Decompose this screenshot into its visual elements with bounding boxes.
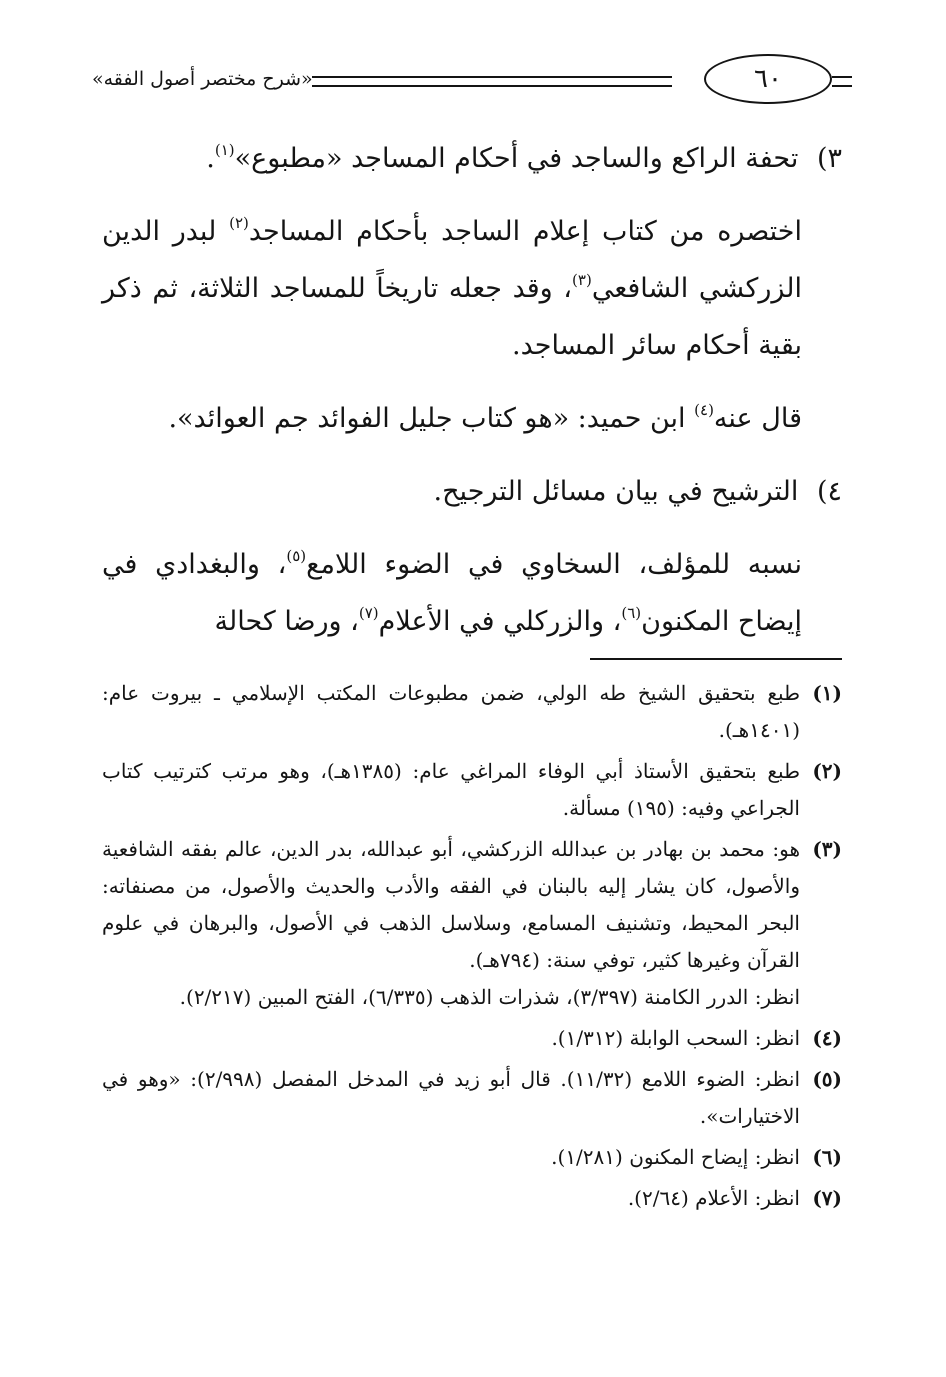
paragraph-1-text-b: لبدر الدين الزركشي الشافعي bbox=[102, 216, 803, 304]
footnote-4 bbox=[102, 1020, 842, 1057]
footnote-number: (٥) bbox=[812, 1067, 842, 1091]
item-4-number: ٤) bbox=[816, 476, 842, 507]
footnote-ref-2[interactable]: (٢) bbox=[229, 214, 249, 232]
header-rule-right bbox=[832, 76, 852, 87]
footnote-text: انظر: الضوء اللامع (١١/٣٢). قال أبو زيد في المدخل المفصل (٢/٩٩٨): «وهو في الاختيارات». bbox=[102, 1067, 800, 1128]
footnote-number: (٤) bbox=[812, 1026, 842, 1050]
paragraph-1-text-a: اختصره من كتاب إعلام الساجد بأحكام المساجد bbox=[248, 216, 802, 247]
item-4-heading bbox=[102, 463, 842, 520]
item-3-title: تحفة الراكع والساجد في أحكام المساجد «مطبوع» bbox=[234, 143, 799, 174]
footnote-sources: انظر: الدرر الكامنة (٣/٣٩٧)، شذرات الذهب (٦/٣٣٥)، الفتح المبين (٢/٢١٧). bbox=[179, 985, 800, 1009]
page-header bbox=[92, 58, 852, 102]
footnote-text: انظر: السحب الوابلة (١/٣١٢). bbox=[551, 1026, 800, 1050]
paragraph-2-text-a: قال عنه bbox=[713, 403, 802, 434]
footnote-ref-1[interactable]: (١) bbox=[214, 141, 235, 159]
paragraph-1 bbox=[102, 203, 842, 374]
footnote-3 bbox=[102, 831, 842, 1016]
footnote-1 bbox=[102, 675, 842, 749]
footnote-separator bbox=[590, 658, 842, 660]
running-title: «شرح مختصر أصول الفقه» bbox=[92, 68, 313, 90]
footnote-7 bbox=[102, 1180, 842, 1217]
footnote-text: انظر: الأعلام (٢/٦٤). bbox=[627, 1186, 800, 1210]
footnote-ref-7[interactable]: (٧) bbox=[358, 604, 379, 622]
footnote-text: طبع بتحقيق الشيخ طه الولي، ضمن مطبوعات المكتب الإسلامي ـ بيروت عام: (١٤٠١هـ). bbox=[102, 681, 800, 742]
page-number-oval bbox=[704, 54, 832, 104]
footnote-ref-4[interactable]: (٤) bbox=[694, 401, 714, 419]
footnote-number: (٣) bbox=[812, 837, 842, 861]
paragraph-1-text-c: ، وقد جعله تاريخاً للمساجد الثلاثة، ثم ذكر بقية أحكام سائر المساجد. bbox=[102, 273, 802, 361]
paragraph-3 bbox=[102, 536, 842, 650]
page-number: ٦٠ bbox=[754, 64, 782, 94]
footnote-number: (٦) bbox=[812, 1145, 842, 1169]
footnote-text: طبع بتحقيق الأستاذ أبي الوفاء المراغي عام: (١٣٨٥هـ)، وهو مرتب كترتيب كتاب الجراعي وفيه: (١٩٥) مسألة. bbox=[102, 759, 800, 820]
paragraph-2 bbox=[102, 390, 842, 447]
footnote-text: انظر: إيضاح المكنون (١/٢٨١). bbox=[551, 1145, 800, 1169]
item-4-title: الترشيح في بيان مسائل الترجيح. bbox=[433, 476, 799, 507]
footnote-number: (٢) bbox=[812, 759, 842, 783]
item-3-end: . bbox=[206, 143, 215, 174]
item-3-number: ٣) bbox=[816, 143, 842, 174]
paragraph-3-text-c: ، والزركلي في الأعلام bbox=[378, 606, 622, 637]
paragraph-3-text-b: ، والبغدادي في إيضاح المكنون bbox=[102, 549, 802, 637]
footnote-ref-5[interactable]: (٥) bbox=[286, 547, 307, 565]
footnote-2 bbox=[102, 753, 842, 827]
item-3-heading bbox=[102, 130, 842, 187]
footnote-ref-3[interactable]: (٣) bbox=[572, 271, 592, 289]
footnote-text: هو: محمد بن بهادر بن عبدالله الزركشي، أبو عبدالله، بدر الدين، عالم بفقه الشافعية والأصول، كان يشار إليه بالبنان في الفقه والأدب والحديث والأصول، من مصنفاته: البحر المحيط، وتشنيف المسامع، وسلاسل الذهب في الأصول، والبرهان في علوم القرآن وغيرها كثير، توفي سنة: (٧٩٤هـ). bbox=[102, 837, 800, 972]
footnote-number: (٧) bbox=[812, 1186, 842, 1210]
footnote-ref-6[interactable]: (٦) bbox=[621, 604, 642, 622]
footnote-5 bbox=[102, 1061, 842, 1135]
header-rule-left bbox=[312, 76, 672, 87]
paragraph-3-text-d: ، ورضا كحالة bbox=[214, 606, 359, 637]
footnote-number: (١) bbox=[812, 681, 842, 705]
footnote-text-block bbox=[102, 831, 800, 1016]
paragraph-2-text-b: ابن حميد: «هو كتاب جليل الفوائد جم العوائد». bbox=[168, 403, 695, 434]
footnotes bbox=[102, 675, 842, 1221]
footnote-6 bbox=[102, 1139, 842, 1176]
main-text bbox=[102, 130, 842, 650]
paragraph-3-text-a: نسبه للمؤلف، السخاوي في الضوء اللامع bbox=[306, 549, 803, 580]
